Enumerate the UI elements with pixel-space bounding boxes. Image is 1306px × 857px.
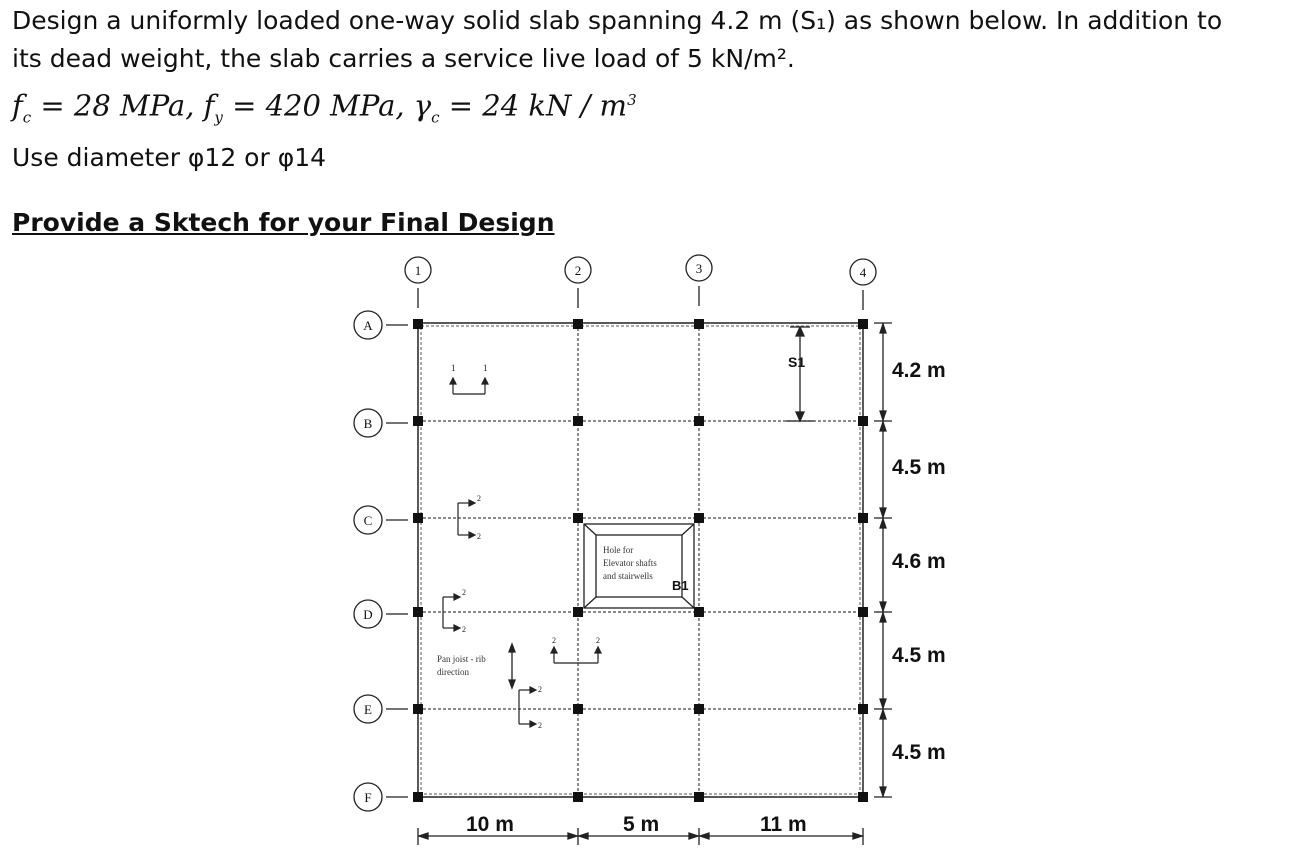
problem-line-4: Use diameter φ12 or φ14 [12, 143, 327, 173]
slab-label: S1 [788, 354, 806, 370]
grid-label-d: D [363, 607, 373, 622]
gc-subscript: c [431, 108, 440, 127]
dim-de: 4.5 m [892, 644, 946, 667]
section-number-2e: 2 [552, 636, 556, 645]
sketch-heading: Provide a Sktech for your Final Design [12, 208, 555, 237]
section-number-1b: 1 [483, 363, 488, 373]
dim-1-2: 10 m [466, 813, 514, 836]
dim-3-4: 11 m [760, 813, 807, 836]
dim-ab: 4.2 m [892, 359, 946, 382]
gc-value: = 24 kN / m [439, 88, 628, 123]
fc-subscript: c [22, 108, 32, 127]
fy-value: = 420 MPa, [222, 88, 414, 123]
beam-label: B1 [672, 578, 689, 593]
section-number-2b: 2 [477, 532, 481, 541]
grid-label-e: E [364, 702, 372, 717]
dim-cd: 4.6 m [892, 550, 946, 573]
section-number-2f: 2 [596, 636, 600, 645]
hole-note-3: and stairwells [603, 571, 653, 581]
section-mark-2-2-e [519, 687, 536, 727]
hole-note-2: Elevator shafts [603, 558, 657, 568]
grid-label-f: F [364, 790, 372, 805]
dim-bc: 4.5 m [892, 456, 946, 479]
dim-ef: 4.5 m [892, 741, 946, 764]
fy-symbol: f [203, 88, 215, 123]
section-number-2d: 2 [462, 625, 466, 634]
section-mark-1-1 [450, 378, 488, 394]
section-mark-2-2-c [458, 500, 475, 538]
gc-superscript: 3 [627, 91, 637, 109]
grid-label-2: 2 [574, 263, 582, 278]
fc-symbol: f [12, 88, 23, 123]
section-number-2a: 2 [477, 494, 481, 503]
section-number-2c: 2 [462, 588, 466, 597]
grid-label-c: C [363, 513, 373, 528]
fc-value: = 28 MPa, [31, 88, 204, 123]
problem-line-1: Design a uniformly loaded one-way solid slab spanning 4.2 m (S₁) as shown below. In addition to [12, 6, 1223, 35]
slab-span-arrow [786, 327, 814, 421]
grid-label-3: 3 [695, 261, 703, 276]
dim-2-3: 5 m [623, 813, 660, 836]
fy-subscript: y [214, 108, 223, 127]
grid-label-1: 1 [414, 263, 422, 278]
row-grid-markers [354, 311, 408, 811]
grid-label-a: A [363, 318, 373, 333]
section-mark-2-2-h [551, 647, 601, 663]
column-grid-markers [405, 255, 876, 310]
grid-label-b: B [363, 416, 373, 431]
section-number-2h: 2 [538, 721, 542, 730]
gc-symbol: γ [413, 88, 432, 123]
joist-direction-arrow [509, 644, 515, 688]
joist-note-2: direction [437, 667, 469, 677]
section-number-1a: 1 [451, 363, 456, 373]
problem-line-2: its dead weight, the slab carries a service live load of 5 kN/m². [12, 44, 795, 73]
grid-label-4: 4 [859, 265, 867, 280]
section-number-2g: 2 [538, 685, 542, 694]
joist-note-1: Pan joist - rib [437, 654, 486, 664]
hole-note-1: Hole for [603, 545, 634, 555]
vertical-dimension-line [874, 323, 892, 797]
